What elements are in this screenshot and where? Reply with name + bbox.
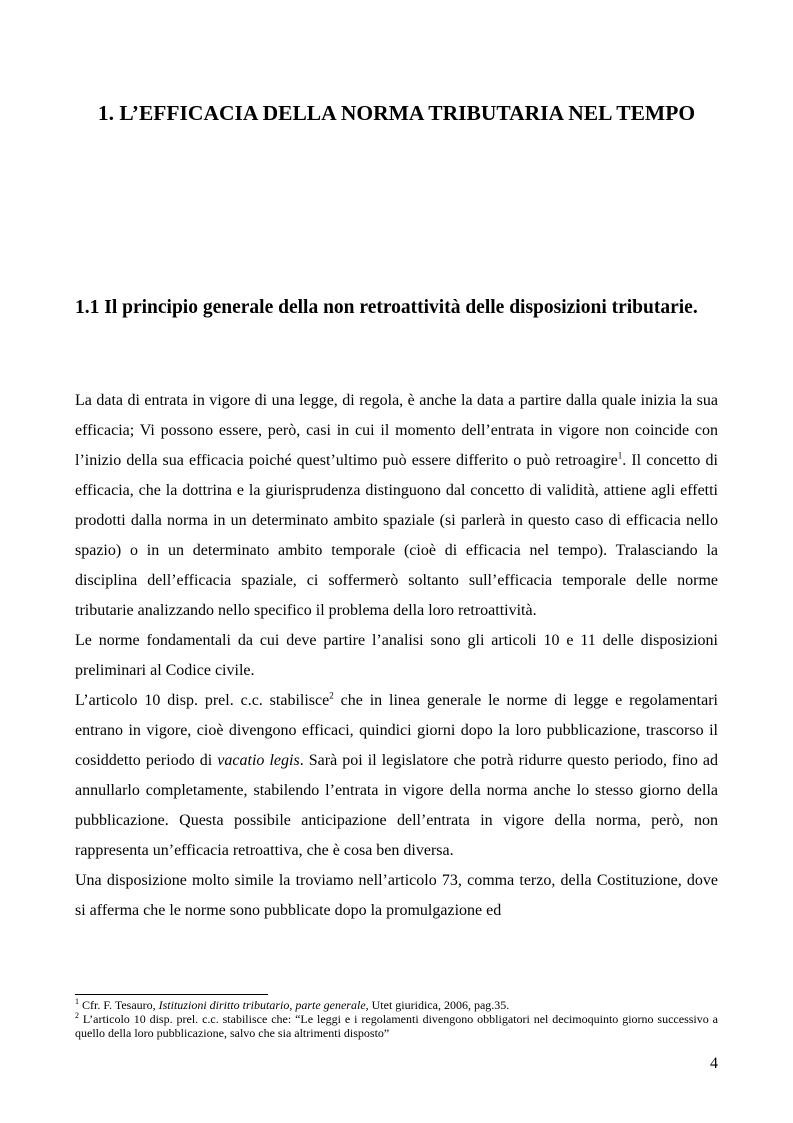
paragraph-1 [75, 386, 718, 626]
paragraph-1-text-a: La data di entrata in vigore di una legge, di regola, è anche la data a partire dalla quale inizia la sua efficacia; Vi possono essere, però, casi in cui il momento dell’entrata in vigore non coincide con l’inizio della sua efficacia poiché quest’ultimo può essere differito o può retroagire [75, 392, 718, 469]
footnote-1-text-b: , Utet giuridica, 2006, pag.35. [365, 998, 510, 1012]
paragraph-3-italic: vacatio legis [217, 752, 300, 769]
paragraph-1-text-b: . Il concetto di efficacia, che la dottrina e la giurisprudenza distinguono dal concetto di validità, attiene agli effetti prodotti dalla norma in un determinato ambito spaziale (si parlerà in questo caso di efficacia nello spazio) o in un determinato ambito temporale (cioè di efficacia nel tempo). Tralasciando la disciplina dell’efficacia spaziale, ci soffermerò soltanto sull’efficacia temporale delle norme tributarie analizzando nello specifico il problema della loro retroattività. [75, 452, 718, 619]
paragraph-3 [75, 686, 718, 866]
paragraph-3-text-b: che in linea generale le norme di legge e regolamentari entrano in vigore, cioè divengono efficaci, quindici giorni dopo la loro pubblicazione, trascorso il cosiddetto periodo di [75, 692, 718, 769]
paragraph-3-text-a: L’articolo 10 disp. prel. c.c. stabilisce [75, 692, 330, 709]
body-text [75, 386, 718, 926]
footnote-2 [75, 1012, 718, 1040]
page-number: 4 [710, 1055, 718, 1072]
section-title: 1.1 Il principio generale della non retroattività delle disposizioni tributarie. [75, 297, 698, 318]
footnote-ref-2[interactable]: 2 [329, 690, 334, 701]
paragraph-2: Le norme fondamentali da cui deve partire l’analisi sono gli articoli 10 e 11 delle disposizioni preliminari al Codice civile. [75, 632, 718, 679]
footnote-separator [75, 994, 268, 995]
footnote-ref-1[interactable]: 1 [617, 450, 623, 461]
footnote-1-text-a: Cfr. F. Tesauro, [79, 998, 159, 1012]
footnote-2-number: 2 [75, 1011, 79, 1020]
chapter-title: 1. L’EFFICACIA DELLA NORMA TRIBUTARIA NEL TEMPO [97, 101, 696, 125]
paragraph-4: Una disposizione molto simile la troviamo nell’articolo 73, comma terzo, della Costituzione, dove si afferma che le norme sono pubblicate dopo la promulgazione ed [75, 872, 718, 919]
footnote-1 [75, 998, 718, 1012]
footnote-1-number: 1 [75, 997, 79, 1006]
footnote-1-italic: Istituzioni diritto tributario, parte generale [158, 998, 366, 1012]
paragraph-3-text-c: . Sarà poi il legislatore che potrà ridurre questo periodo, fino ad annullarlo completamente, stabilendo l’entrata in vigore della norma anche lo stesso giorno della pubblicazione. Questa possibile anticipazione dell’entrata in vigore della norma, però, non rappresenta un’efficacia retroattiva, che è cosa ben diversa. [75, 752, 718, 859]
footnote-2-text: L’articolo 10 disp. prel. c.c. stabilisce che: “Le leggi e i regolamenti divengono obbligatori nel decimoquinto giorno successivo a quello della loro pubblicazione, salvo che sia altrimenti disposto” [75, 1012, 718, 1040]
footnotes [75, 998, 718, 1040]
